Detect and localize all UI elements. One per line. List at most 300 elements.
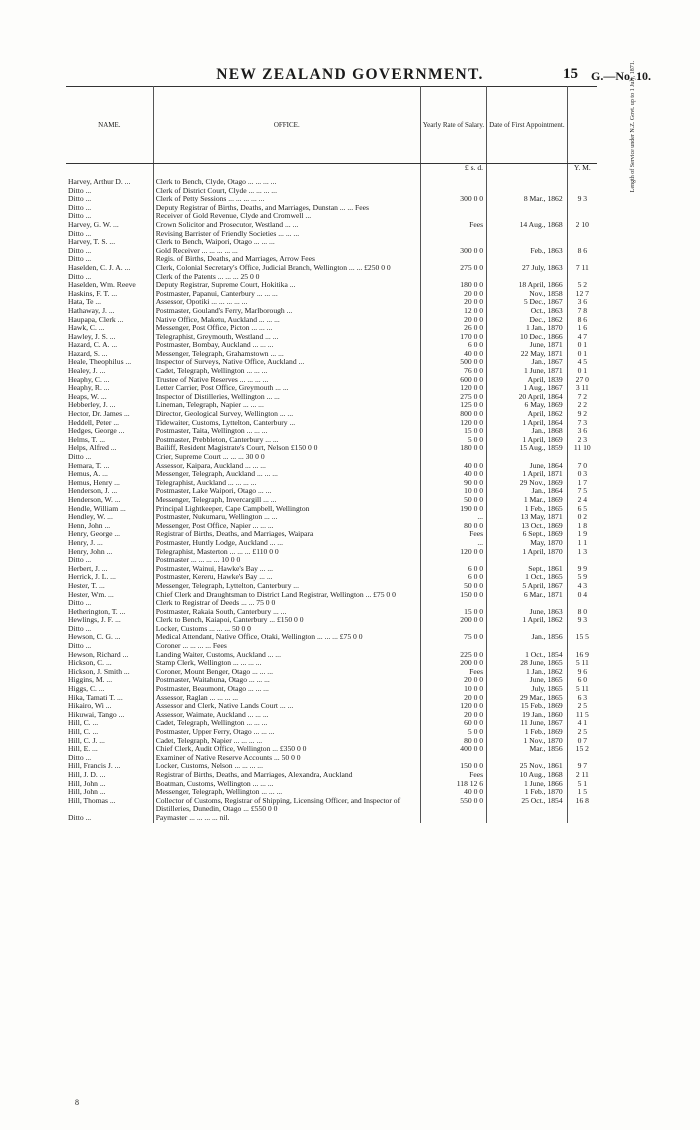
service-length-cell: 7 0 — [577, 461, 588, 470]
salary-cell — [420, 230, 486, 239]
employee-name: Hetherington, T. ... — [66, 608, 153, 617]
office-cell: Bailiff, Resident Magistrate's Court, Nelson £150 0 0 — [153, 444, 420, 453]
table-row — [66, 281, 597, 290]
employee-name: Hikairo, Wi ... — [66, 702, 153, 711]
table-row — [66, 539, 597, 548]
appointment-date-cell — [487, 273, 568, 282]
employee-name: Ditto ... — [66, 814, 153, 823]
salary-cell — [420, 754, 486, 763]
salary-cell: 120 0 0 — [420, 384, 486, 393]
salary-cell: 190 0 0 — [420, 505, 486, 514]
appointment-date-cell: Jan., 1864 — [487, 487, 568, 496]
appointment-date-cell: 13 May, 1871 — [487, 513, 568, 522]
office-cell: Messenger, Telegraph, Wellington ... ... ... — [153, 788, 420, 797]
appointment-date-cell — [487, 178, 568, 187]
appointment-date-cell: 1 April, 1869 — [487, 436, 568, 445]
salary-cell: 80 0 0 — [420, 522, 486, 531]
salary-cell: 275 0 0 — [420, 393, 486, 402]
employee-name: Hebberley, J. ... — [66, 401, 153, 410]
salary-cell: 40 0 0 — [420, 462, 486, 471]
salary-cell: Fees — [420, 771, 486, 780]
service-length-cell: 11 5 — [575, 710, 589, 719]
appointment-date-cell: 1 Jan., 1862 — [487, 668, 568, 677]
table-row — [66, 358, 597, 367]
salary-cell: 150 0 0 — [420, 591, 486, 600]
appointment-date-cell: 1 Feb., 1870 — [487, 788, 568, 797]
employee-name: Hector, Dr. James ... — [66, 410, 153, 419]
service-length-cell: 2 4 — [577, 495, 588, 504]
table-row — [66, 470, 597, 479]
service-length-cell: 2 5 — [577, 702, 588, 711]
table-row — [66, 522, 597, 531]
employee-name: Hickson, C. ... — [66, 659, 153, 668]
salary-cell: 180 0 0 — [420, 281, 486, 290]
service-length-cell: 9 3 — [577, 616, 588, 625]
employee-name: Higgs, C. ... — [66, 685, 153, 694]
salary-cell: 600 0 0 — [420, 376, 486, 385]
salary-cell: 20 0 0 — [420, 676, 486, 685]
office-cell: Collector of Customs, Registrar of Shipping, Licensing Officer, and Inspector of Distilleries, Dunedin, Otago ... £550 0 0 — [153, 797, 420, 814]
service-length-cell: 3 11 — [575, 384, 589, 393]
column-header-appointment: Date of First Appointment. — [487, 87, 568, 164]
salary-cell — [420, 204, 486, 213]
salary-units: £ s. d. — [420, 164, 486, 179]
employee-name: Hika, Tamati T. ... — [66, 694, 153, 703]
office-cell: Medical Attendant, Native Office, Otaki, Wellington ... ... ... £75 0 0 — [153, 633, 420, 642]
office-cell: Receiver of Gold Revenue, Clyde and Cromwell ... — [153, 212, 420, 221]
document-code: G.—No. 10. — [591, 69, 651, 83]
service-length-cell: 9 7 — [577, 762, 588, 771]
salary-cell: 120 0 0 — [420, 548, 486, 557]
office-cell: Clerk, Colonial Secretary's Office, Judicial Branch, Wellington ... ... £250 0 0 — [153, 264, 420, 273]
salary-cell: 50 0 0 — [420, 496, 486, 505]
salary-cell: 76 0 0 — [420, 367, 486, 376]
appointment-date-cell: 8 Mar., 1862 — [487, 195, 568, 204]
employee-name: Ditto ... — [66, 754, 153, 763]
office-cell: Principal Lightkeeper, Cape Campbell, Wellington — [153, 505, 420, 514]
table-row — [66, 264, 597, 273]
service-length-cell: 1 8 — [577, 521, 588, 530]
office-cell: Assessor and Clerk, Native Lands Court ... ... — [153, 702, 420, 711]
column-header-office: OFFICE. — [153, 87, 420, 164]
office-cell: Inspector of Surveys, Native Office, Auckland ... — [153, 358, 420, 367]
service-length-cell: 6 0 — [577, 676, 588, 685]
service-length-cell: 15 5 — [575, 633, 589, 642]
appointment-date-cell: 1 Nov., 1870 — [487, 737, 568, 746]
salary-cell: 120 0 0 — [420, 419, 486, 428]
salary-cell: 80 0 0 — [420, 737, 486, 746]
service-length-cell — [567, 212, 597, 221]
employee-name: Henry, J. ... — [66, 539, 153, 548]
service-length-cell: 0 7 — [577, 736, 588, 745]
employee-name: Hester, Wm. ... — [66, 591, 153, 600]
salary-cell — [420, 187, 486, 196]
office-cell: Telegraphist, Greymouth, Westland ... ... — [153, 333, 420, 342]
office-cell: Messenger, Post Office, Picton ... ... ... — [153, 324, 420, 333]
salary-cell: 90 0 0 — [420, 479, 486, 488]
table-row — [66, 393, 597, 402]
appointment-date-cell — [487, 204, 568, 213]
employee-name: Healey, J. ... — [66, 367, 153, 376]
office-cell: Telegraphist, Masterton ... ... ... £110 0 0 — [153, 548, 420, 557]
service-length-cell: 11 10 — [573, 444, 591, 453]
service-length-cell: 9 6 — [577, 667, 588, 676]
service-length-cell: 1 5 — [577, 788, 588, 797]
salary-cell: 20 0 0 — [420, 298, 486, 307]
appointment-date-cell: 10 Aug., 1868 — [487, 771, 568, 780]
employee-name: Hill, C. J. ... — [66, 737, 153, 746]
office-cell: Cadet, Telegraph, Napier ... ... ... ... — [153, 737, 420, 746]
office-cell: Deputy Registrar of Births, Deaths, and Marriages, Dunstan ... ... Fees — [153, 204, 420, 213]
table-row — [66, 212, 597, 221]
service-length-cell: 2 5 — [577, 728, 588, 736]
employee-name: Ditto ... — [66, 273, 153, 282]
employee-name: Ditto ... — [66, 212, 153, 221]
appointment-date-cell: July, 1865 — [487, 685, 568, 694]
office-cell: Inspector of Distilleries, Wellington ... ... — [153, 393, 420, 402]
table-row — [66, 221, 597, 230]
employee-name: Higgins, M. ... — [66, 676, 153, 685]
appointment-date-cell: 1 Feb., 1869 — [487, 728, 568, 737]
table-row — [66, 436, 597, 445]
salary-cell: 50 0 0 — [420, 582, 486, 591]
employee-name: Ditto ... — [66, 187, 153, 196]
office-cell: Deputy Registrar, Supreme Court, Hokitika ... — [153, 281, 420, 290]
service-length-cell: 1 3 — [577, 547, 588, 556]
service-length-cell — [567, 814, 597, 823]
service-length-cell — [567, 754, 597, 763]
service-length-cell: 27 0 — [575, 375, 589, 384]
office-cell: Chief Clerk, Audit Office, Wellington ... £350 0 0 — [153, 745, 420, 754]
service-length-cell: 16 9 — [575, 650, 589, 659]
office-cell: Telegraphist, Auckland ... ... ... ... — [153, 479, 420, 488]
appointment-date-cell: 1 Mar., 1869 — [487, 496, 568, 505]
service-length-cell — [567, 230, 597, 239]
table-row — [66, 737, 597, 746]
salary-cell: 40 0 0 — [420, 788, 486, 797]
employee-name: Hendle, William ... — [66, 505, 153, 514]
table-row — [66, 204, 597, 213]
table-row — [66, 333, 597, 342]
appointment-date-cell: Sept., 1861 — [487, 565, 568, 574]
salary-cell: ... — [420, 539, 486, 548]
employee-name: Hendley, W. ... — [66, 513, 153, 522]
employee-name: Hill, Francis J. ... — [66, 762, 153, 771]
office-cell: Messenger, Telegraph, Grahamstown ... ... — [153, 350, 420, 359]
appointment-date-cell: 25 Oct., 1854 — [487, 797, 568, 814]
salary-cell: 15 0 0 — [420, 608, 486, 617]
service-length-cell: 7 5 — [577, 487, 588, 496]
employee-name: Helps, Alfred ... — [66, 444, 153, 453]
table-row — [66, 780, 597, 789]
table-row — [66, 273, 597, 282]
employee-name: Hemus, Henry ... — [66, 479, 153, 488]
office-cell: Postmaster, Lake Waipori, Otago ... ... — [153, 487, 420, 496]
salary-cell: 5 0 0 — [420, 436, 486, 445]
table-row — [66, 255, 597, 264]
employee-name: Haskins, F. T. ... — [66, 290, 153, 299]
page-number: 15 — [563, 66, 578, 82]
service-length-cell — [567, 556, 597, 565]
office-cell: Postmaster, Nukumaru, Wellington ... ... — [153, 513, 420, 522]
office-cell: Locker, Customs, Nelson ... ... ... ... — [153, 762, 420, 771]
salary-cell: ... — [420, 513, 486, 522]
office-cell: Messenger, Telegraph, Auckland ... ... ... — [153, 470, 420, 479]
salary-cell: 125 0 0 — [420, 401, 486, 410]
table-row — [66, 178, 597, 187]
appointment-date-cell: 5 Dec., 1867 — [487, 298, 568, 307]
service-length-cell — [567, 642, 597, 651]
table-row — [66, 556, 597, 565]
service-length-cell: 8 6 — [577, 246, 588, 255]
table-row — [66, 651, 597, 660]
service-length-cell — [567, 187, 597, 196]
employee-name: Henderson, J. ... — [66, 487, 153, 496]
table-row — [66, 582, 597, 591]
page-title: NEW ZEALAND GOVERNMENT. — [216, 66, 484, 83]
employee-name: Henderson, W. ... — [66, 496, 153, 505]
office-cell: Revising Barrister of Friendly Societies ... ... ... — [153, 230, 420, 239]
service-length-cell — [567, 273, 597, 282]
employee-name: Hickson, J. Smith ... — [66, 668, 153, 677]
table-row — [66, 376, 597, 385]
salary-cell — [420, 238, 486, 247]
appointment-date-cell: 1 Jan., 1870 — [487, 324, 568, 333]
employee-name: Ditto ... — [66, 195, 153, 204]
table-row — [66, 453, 597, 462]
service-length-cell — [567, 453, 597, 462]
service-length-cell: 1 1 — [577, 538, 588, 547]
appointment-date-cell: Jan., 1856 — [487, 633, 568, 642]
employee-name: Heaphy, R. ... — [66, 384, 153, 393]
employee-name: Hawley, J. S. ... — [66, 333, 153, 342]
service-length-cell: 6 3 — [577, 693, 588, 702]
office-cell: Postmaster, Prebbleton, Canterbury ... ... — [153, 436, 420, 445]
table-row — [66, 513, 597, 522]
service-length-cell — [567, 255, 597, 264]
office-cell: Assessor, Raglan ... ... ... ... — [153, 694, 420, 703]
office-cell: Crown Solicitor and Prosecutor, Westland ... ... — [153, 221, 420, 230]
service-length-cell: 5 11 — [575, 685, 589, 694]
salary-cell: Fees — [420, 530, 486, 539]
office-cell: Boatman, Customs, Wellington ... ... ... — [153, 780, 420, 789]
appointment-date-cell — [487, 212, 568, 221]
service-length-cell: 0 4 — [577, 590, 588, 599]
employee-name: Haselden, Wm. Reeve — [66, 281, 153, 290]
office-cell: Clerk to Bench, Clyde, Otago ... ... ... ... — [153, 178, 420, 187]
appointment-date-cell: 29 Mar., 1865 — [487, 694, 568, 703]
service-length-cell: 8 0 — [577, 607, 588, 616]
employee-name: Hikuwai, Tango ... — [66, 711, 153, 720]
employee-name: Ditto ... — [66, 453, 153, 462]
service-length-cell: 5 9 — [577, 573, 588, 582]
office-cell: Assessor, Kaipara, Auckland ... ... ... — [153, 462, 420, 471]
table-row — [66, 754, 597, 763]
appointment-date-cell: Jan., 1867 — [487, 358, 568, 367]
employee-name: Hemara, T. ... — [66, 462, 153, 471]
office-cell: Postmaster, Papanui, Canterbury ... ... ... — [153, 290, 420, 299]
table-row — [66, 711, 597, 720]
office-cell: Letter Carrier, Post Office, Greymouth ... ... — [153, 384, 420, 393]
employee-name: Hawk, C. ... — [66, 324, 153, 333]
service-length-cell: 7 8 — [577, 306, 588, 315]
employee-name: Ditto ... — [66, 625, 153, 634]
salary-cell: 800 0 0 — [420, 410, 486, 419]
table-row — [66, 230, 597, 239]
service-length-cell: 4 3 — [577, 581, 588, 590]
table-row — [66, 573, 597, 582]
appointment-date-cell: 11 June, 1867 — [487, 719, 568, 728]
service-length-cell: 9 3 — [577, 195, 588, 204]
service-length-cell: 5 11 — [575, 659, 589, 668]
employee-name: Hathaway, J. ... — [66, 307, 153, 316]
employee-name: Hazard, S. ... — [66, 350, 153, 359]
office-cell: Native Office, Maketu, Auckland ... ... ... — [153, 316, 420, 325]
appointment-date-cell — [487, 255, 568, 264]
salary-cell: 400 0 0 — [420, 745, 486, 754]
salary-cell: 40 0 0 — [420, 470, 486, 479]
appointment-date-cell — [487, 754, 568, 763]
salary-cell: 150 0 0 — [420, 762, 486, 771]
table-row — [66, 676, 597, 685]
office-cell: Examiner of Native Reserve Accounts ... 50 0 0 — [153, 754, 420, 763]
office-cell: Clerk to Bench, Kaiapoi, Canterbury ... £150 0 0 — [153, 616, 420, 625]
appointment-date-cell: 29 Nov., 1869 — [487, 479, 568, 488]
appointment-date-cell: 15 Feb., 1869 — [487, 702, 568, 711]
office-cell: Stamp Clerk, Wellington ... ... ... ... — [153, 659, 420, 668]
salary-cell: 6 0 0 — [420, 565, 486, 574]
employee-name: Haselden, C. J. A. ... — [66, 264, 153, 273]
appointment-date-cell — [487, 814, 568, 823]
table-row — [66, 487, 597, 496]
service-length-cell — [567, 204, 597, 213]
service-length-cell: 4 1 — [577, 719, 588, 728]
service-length-cell: 1 7 — [577, 478, 588, 487]
salary-cell — [420, 814, 486, 823]
salary-cell: 5 0 0 — [420, 728, 486, 737]
salary-cell — [420, 178, 486, 187]
appointment-date-cell: 1 April, 1871 — [487, 470, 568, 479]
appointment-date-cell — [487, 625, 568, 634]
office-cell: Postmaster, Beaumont, Otago ... ... ... — [153, 685, 420, 694]
appointment-date-cell — [487, 642, 568, 651]
salary-cell: 20 0 0 — [420, 290, 486, 299]
appointment-date-cell: 15 Aug., 1859 — [487, 444, 568, 453]
service-length-cell — [567, 625, 597, 634]
salary-cell: 180 0 0 — [420, 444, 486, 453]
office-cell: Crier, Supreme Court ... ... ... 30 0 0 — [153, 453, 420, 462]
table-row — [66, 290, 597, 299]
salary-cell: 550 0 0 — [420, 797, 486, 814]
appointment-date-cell: 1 April, 1870 — [487, 548, 568, 557]
salary-cell: 300 0 0 — [420, 247, 486, 256]
length-units: Y. M. — [573, 163, 591, 172]
appointment-date-cell: 18 April, 1866 — [487, 281, 568, 290]
employee-name: Ditto ... — [66, 556, 153, 565]
table-row — [66, 814, 597, 823]
office-cell: Coroner ... ... ... ... Fees — [153, 642, 420, 651]
appointment-date-cell: 13 Oct., 1869 — [487, 522, 568, 531]
appointment-date-cell: 10 Dec., 1866 — [487, 333, 568, 342]
appointment-date-cell: 1 April, 1862 — [487, 616, 568, 625]
appointment-date-cell: June, 1864 — [487, 462, 568, 471]
office-cell: Tidewaiter, Customs, Lyttelton, Canterbury ... — [153, 419, 420, 428]
employee-name: Harvey, T. S. ... — [66, 238, 153, 247]
salary-cell: 120 0 0 — [420, 702, 486, 711]
appointment-date-cell: 6 Sept., 1869 — [487, 530, 568, 539]
employee-name: Henry, George ... — [66, 530, 153, 539]
appointment-date-cell: 28 June, 1865 — [487, 659, 568, 668]
appointment-date-cell: Dec., 1862 — [487, 316, 568, 325]
table-row — [66, 685, 597, 694]
salary-cell: 60 0 0 — [420, 719, 486, 728]
appointment-date-cell: Nov., 1858 — [487, 290, 568, 299]
table-row — [66, 591, 597, 600]
table-row — [66, 702, 597, 711]
salary-cell — [420, 599, 486, 608]
table-row — [66, 548, 597, 557]
office-cell: Registrar of Births, Deaths, and Marriages, Waipara — [153, 530, 420, 539]
appointment-date-cell: April, 1862 — [487, 410, 568, 419]
office-cell: Clerk of District Court, Clyde ... ... ... ... — [153, 187, 420, 196]
employee-name: Henry, John ... — [66, 548, 153, 557]
table-row — [66, 565, 597, 574]
salary-cell: 170 0 0 — [420, 333, 486, 342]
table-row — [66, 659, 597, 668]
table-row — [66, 694, 597, 703]
appointment-date-cell — [487, 230, 568, 239]
appointment-date-cell: 14 Aug., 1868 — [487, 221, 568, 230]
table-row — [66, 530, 597, 539]
appointment-date-cell: 1 June, 1866 — [487, 780, 568, 789]
employee-name: Hedges, George ... — [66, 427, 153, 436]
table-row — [66, 238, 597, 247]
table-row — [66, 505, 597, 514]
office-cell: Postmaster, Bombay, Auckland ... ... ... — [153, 341, 420, 350]
service-length-cell — [567, 599, 597, 608]
appointment-date-cell: 22 May, 1871 — [487, 350, 568, 359]
office-cell: Postmaster, Kereru, Hawke's Bay ... ... — [153, 573, 420, 582]
employee-name: Hewlings, J. F. ... — [66, 616, 153, 625]
employee-name: Hill, John ... — [66, 780, 153, 789]
office-cell: Chief Clerk and Draughtsman to District Land Registrar, Wellington ... £75 0 0 — [153, 591, 420, 600]
service-length-cell: 8 6 — [577, 315, 588, 324]
table-row — [66, 341, 597, 350]
salary-cell: 300 0 0 — [420, 195, 486, 204]
table-row — [66, 187, 597, 196]
employee-name: Hewson, C. G. ... — [66, 633, 153, 642]
table-row — [66, 247, 597, 256]
office-cell: Messenger, Telegraph, Invercargill ... ... — [153, 496, 420, 505]
office-cell: Landing Waiter, Customs, Auckland ... ... — [153, 651, 420, 660]
column-header-salary: Yearly Rate of Salary. — [420, 87, 486, 164]
table-row — [66, 316, 597, 325]
employee-name: Harvey, G. W. ... — [66, 221, 153, 230]
table-row — [66, 496, 597, 505]
salary-cell: 15 0 0 — [420, 427, 486, 436]
salary-cell: 225 0 0 — [420, 651, 486, 660]
appointment-date-cell: 6 May, 1869 — [487, 401, 568, 410]
employee-name: Hill, John ... — [66, 788, 153, 797]
salary-cell — [420, 625, 486, 634]
employee-name: Hester, T. ... — [66, 582, 153, 591]
appointment-date-cell — [487, 599, 568, 608]
footer-mark: 8 — [75, 1098, 79, 1107]
appointment-date-cell: Mar., 1856 — [487, 745, 568, 754]
service-length-cell: 2 11 — [575, 770, 589, 779]
table-header-row — [66, 87, 597, 164]
appointment-date-cell: June, 1863 — [487, 608, 568, 617]
